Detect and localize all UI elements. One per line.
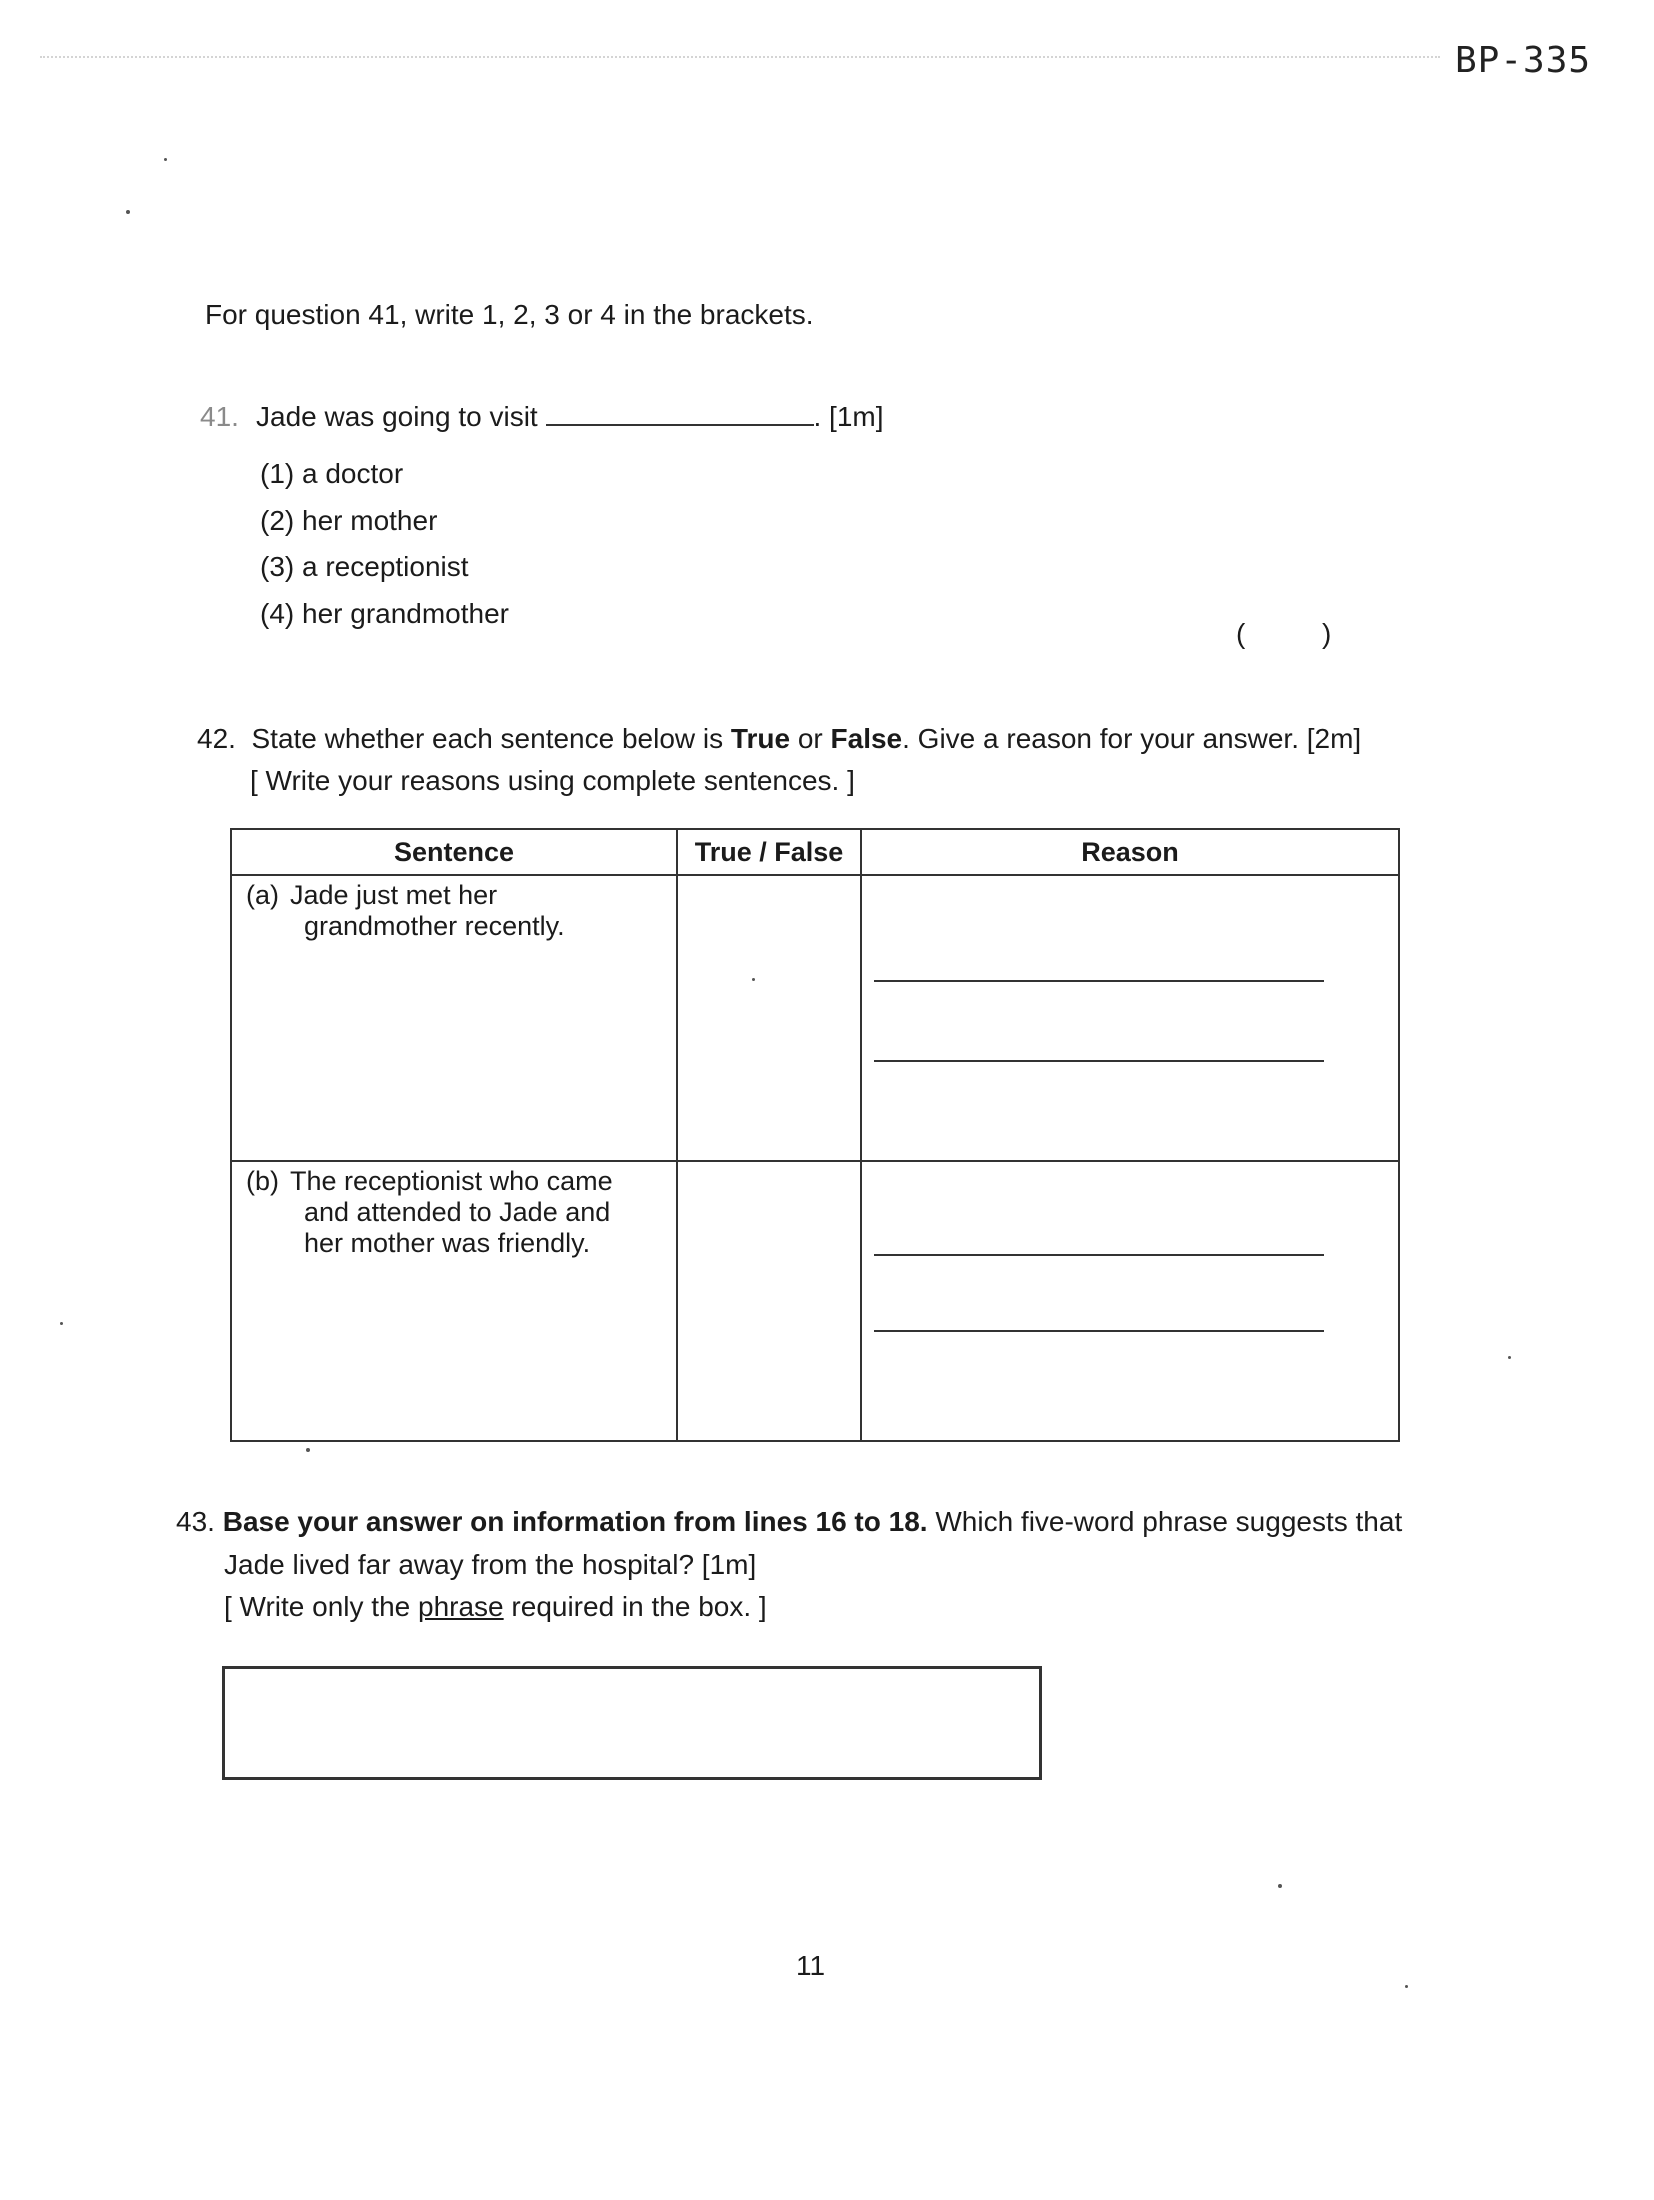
option-2: (2) her mother (260, 505, 438, 536)
sentence-line: grandmother recently. (304, 911, 565, 941)
note-underlined-word: phrase (418, 1591, 504, 1622)
reason-answer-cell-a[interactable] (861, 875, 1399, 1161)
scan-speck (752, 978, 755, 981)
table-row (231, 875, 1399, 1161)
option-1: (1) a doctor (260, 458, 404, 489)
scan-speck (1405, 1985, 1408, 1988)
sentence-line: her mother was friendly. (304, 1228, 591, 1258)
question-43-number: 43. (176, 1506, 215, 1537)
question-42-text: State whether each sentence below is (251, 723, 724, 754)
scan-header-line (40, 56, 1440, 58)
row-label: (a) (246, 880, 279, 910)
question-41-number: 41. (200, 401, 239, 432)
question-43-text: Which five-word phrase suggests that (927, 1506, 1403, 1537)
question-41-text: Jade was going to visit (256, 401, 538, 432)
reason-answer-line[interactable] (874, 980, 1324, 982)
row-label: (b) (246, 1166, 279, 1196)
option-4: (4) her grandmother (260, 598, 510, 629)
question-42-number: 42. (197, 723, 236, 754)
sentence-cell-a (231, 875, 677, 1161)
header-true-false: True / False (677, 829, 861, 875)
question-41-stem (200, 398, 884, 434)
reason-answer-line[interactable] (874, 1330, 1324, 1332)
question-42-stem (197, 722, 1361, 756)
note-text: [ Write only the (224, 1591, 419, 1622)
reason-answer-line[interactable] (874, 1060, 1324, 1062)
answer-bracket-open[interactable]: ( (1236, 618, 1246, 649)
question-42-note: [ Write your reasons using complete sentences. ] (250, 765, 855, 796)
question-41-marks: . [1m] (813, 401, 884, 432)
header-reason: Reason (861, 829, 1399, 875)
note-text-end: required in the box. ] (503, 1591, 767, 1622)
question-43-note (224, 1590, 767, 1624)
header-sentence: Sentence (231, 829, 677, 875)
sentence-line: The receptionist who came (290, 1166, 613, 1196)
sentence-line: Jade just met her (290, 880, 498, 910)
scan-speck (1508, 1356, 1511, 1359)
sentence-line: and attended to Jade and (304, 1197, 611, 1227)
question-43-stem (176, 1505, 1402, 1539)
or-word: or (797, 723, 823, 754)
scan-speck (1278, 1884, 1282, 1888)
true-false-answer-cell-b[interactable] (677, 1161, 861, 1441)
scan-speck (306, 1448, 310, 1452)
reason-answer-line[interactable] (874, 1254, 1324, 1256)
question-43-line2: Jade lived far away from the hospital? [1m] (224, 1549, 757, 1580)
true-false-answer-cell-a[interactable] (677, 875, 861, 1161)
page-number: 11 (796, 1950, 826, 1981)
question-42-text-end: . Give a reason for your answer. [2m] (902, 723, 1362, 754)
table-row (231, 1161, 1399, 1441)
false-word: False (830, 723, 903, 754)
option-3: (3) a receptionist (260, 551, 469, 582)
scan-speck (164, 158, 167, 161)
true-word: True (730, 723, 791, 754)
answer-bracket-close[interactable]: ) (1322, 618, 1332, 649)
question-43-bold-text: Base your answer on information from lines 16 to 18. (222, 1506, 928, 1537)
scan-speck (126, 210, 130, 214)
question-41-answer-blank[interactable] (546, 398, 814, 426)
reason-answer-cell-b[interactable] (861, 1161, 1399, 1441)
scan-speck (60, 1322, 63, 1325)
true-false-table (230, 828, 1400, 1442)
sentence-cell-b (231, 1161, 677, 1441)
paper-code: BP-335 (1455, 40, 1592, 81)
phrase-answer-box[interactable] (222, 1666, 1042, 1780)
instruction-text: For question 41, write 1, 2, 3 or 4 in the brackets. (205, 299, 814, 330)
